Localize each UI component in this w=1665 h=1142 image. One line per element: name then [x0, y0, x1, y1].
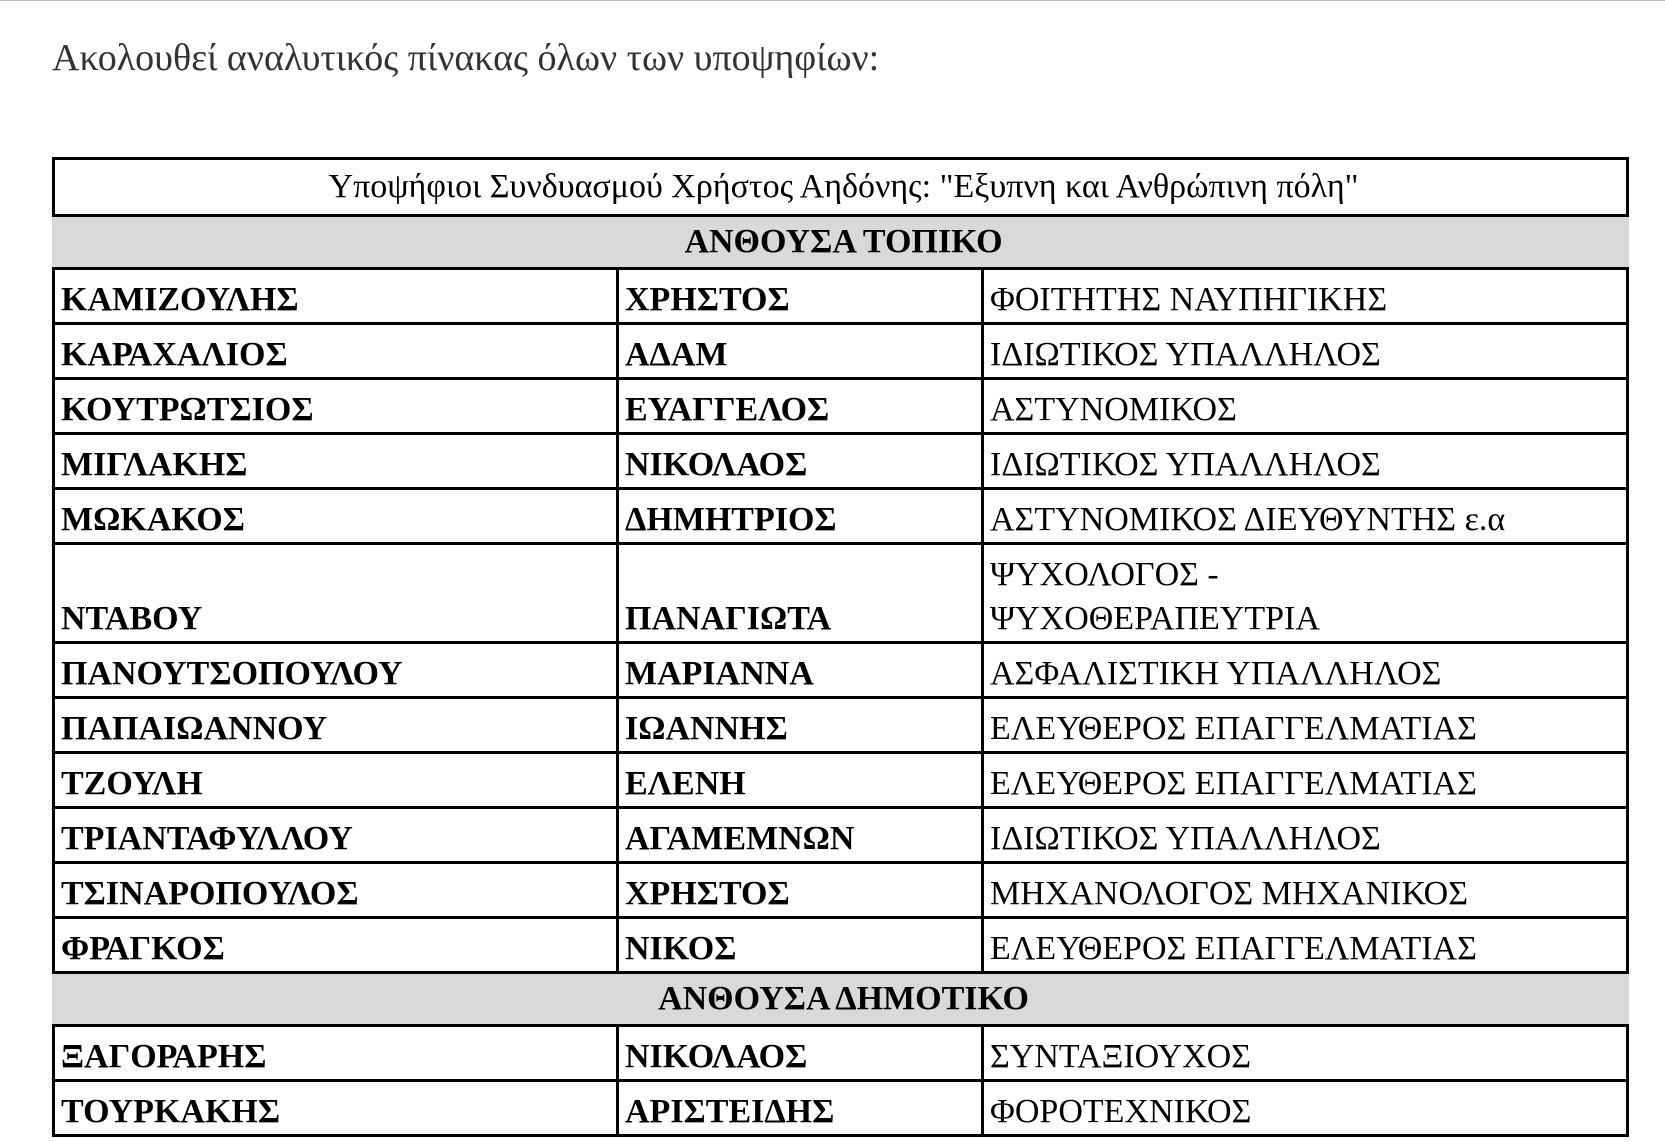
cell-first-name: ΝΙΚΟΛΑΟΣ — [618, 434, 983, 489]
cell-occupation: ΕΛΕΥΘΕΡΟΣ ΕΠΑΓΓΕΛΜΑΤΙΑΣ — [983, 698, 1628, 753]
cell-surname: ΤΡΙΑΝΤΑΦΥΛΛΟΥ — [54, 808, 618, 863]
intro-text: Ακολουθεί αναλυτικός πίνακας όλων των υποψηφίων: — [52, 37, 880, 79]
cell-occupation: ΙΔΙΩΤΙΚΟΣ ΥΠΑΛΛΗΛΟΣ — [983, 808, 1628, 863]
section-heading-municipal: ΑΝΘΟΥΣΑ ΔΗΜΟΤΙΚΟ — [54, 973, 1628, 1026]
candidates-table-container — [52, 157, 1626, 1137]
table-row — [54, 434, 1628, 489]
cell-first-name: ΔΗΜΗΤΡΙΟΣ — [618, 489, 983, 544]
cell-occupation: ΑΣΤΥΝΟΜΙΚΟΣ ΔΙΕΥΘΥΝΤΗΣ ε.α — [983, 489, 1628, 544]
cell-surname: ΚΑΜΙΖΟΥΛΗΣ — [54, 269, 618, 324]
page-top-rule — [0, 0, 1665, 1]
table-row — [54, 1026, 1628, 1081]
cell-occupation: ΨΥΧΟΛΟΓΟΣ - ΨΥΧΟΘΕΡΑΠΕΥΤΡΙΑ — [983, 544, 1628, 643]
table-row — [54, 643, 1628, 698]
cell-surname: ΠΑΠΑΙΩΑΝΝΟΥ — [54, 698, 618, 753]
cell-surname: ΠΑΝΟΥΤΣΟΠΟΥΛΟΥ — [54, 643, 618, 698]
cell-surname: ΞΑΓΟΡΑΡΗΣ — [54, 1026, 618, 1081]
cell-occupation: ΑΣΦΑΛΙΣΤΙΚΗ ΥΠΑΛΛΗΛΟΣ — [983, 643, 1628, 698]
cell-first-name: ΝΙΚΟΣ — [618, 918, 983, 973]
cell-surname: ΤΖΟΥΛΗ — [54, 753, 618, 808]
table-title: Υποψήφιοι Συνδυασμού Χρήστος Αηδόνης: "Εξυπνη και Ανθρώπινη πόλη" — [54, 159, 1628, 216]
cell-first-name: ΑΓΑΜΕΜΝΩΝ — [618, 808, 983, 863]
cell-surname: ΦΡΑΓΚΟΣ — [54, 918, 618, 973]
table-row — [54, 753, 1628, 808]
cell-occupation: ΦΟΙΤΗΤΗΣ ΝΑΥΠΗΓΙΚΗΣ — [983, 269, 1628, 324]
cell-first-name: ΙΩΑΝΝΗΣ — [618, 698, 983, 753]
cell-first-name: ΧΡΗΣΤΟΣ — [618, 863, 983, 918]
cell-occupation: ΙΔΙΩΤΙΚΟΣ ΥΠΑΛΛΗΛΟΣ — [983, 434, 1628, 489]
cell-surname: ΝΤΑΒΟΥ — [54, 544, 618, 643]
table-title-row — [54, 159, 1628, 216]
cell-first-name: ΑΔΑΜ — [618, 324, 983, 379]
table-row — [54, 269, 1628, 324]
cell-surname: ΚΑΡΑΧΑΛΙΟΣ — [54, 324, 618, 379]
cell-surname: ΤΣΙΝΑΡΟΠΟΥΛΟΣ — [54, 863, 618, 918]
cell-first-name: ΠΑΝΑΓΙΩΤΑ — [618, 544, 983, 643]
table-row — [54, 698, 1628, 753]
section-header-municipal — [54, 973, 1628, 1026]
cell-surname: ΤΟΥΡΚΑΚΗΣ — [54, 1081, 618, 1136]
cell-first-name: ΕΥΑΓΓΕΛΟΣ — [618, 379, 983, 434]
cell-surname: ΜΙΓΛΑΚΗΣ — [54, 434, 618, 489]
table-row — [54, 863, 1628, 918]
cell-occupation: ΣΥΝΤΑΞΙΟΥΧΟΣ — [983, 1026, 1628, 1081]
cell-occupation: ΕΛΕΥΘΕΡΟΣ ΕΠΑΓΓΕΛΜΑΤΙΑΣ — [983, 918, 1628, 973]
table-row — [54, 918, 1628, 973]
table-row — [54, 489, 1628, 544]
cell-surname: ΜΩΚΑΚΟΣ — [54, 489, 618, 544]
cell-occupation: ΜΗΧΑΝΟΛΟΓΟΣ ΜΗΧΑΝΙΚΟΣ — [983, 863, 1628, 918]
section-header-local — [54, 216, 1628, 269]
table-row — [54, 1081, 1628, 1136]
cell-first-name: ΝΙΚΟΛΑΟΣ — [618, 1026, 983, 1081]
table-row — [54, 324, 1628, 379]
table-row — [54, 379, 1628, 434]
candidates-table — [52, 157, 1629, 1137]
cell-first-name: ΑΡΙΣΤΕΙΔΗΣ — [618, 1081, 983, 1136]
table-row — [54, 808, 1628, 863]
cell-occupation: ΦΟΡΟΤΕΧΝΙΚΟΣ — [983, 1081, 1628, 1136]
section-heading-local: ΑΝΘΟΥΣΑ ΤΟΠΙΚΟ — [54, 216, 1628, 269]
cell-first-name: ΕΛΕΝΗ — [618, 753, 983, 808]
cell-surname: ΚΟΥΤΡΩΤΣΙΟΣ — [54, 379, 618, 434]
table-row — [54, 544, 1628, 643]
cell-first-name: ΧΡΗΣΤΟΣ — [618, 269, 983, 324]
candidates-table-body — [54, 159, 1628, 1136]
cell-occupation: ΑΣΤΥΝΟΜΙΚΟΣ — [983, 379, 1628, 434]
cell-first-name: ΜΑΡΙΑΝΝΑ — [618, 643, 983, 698]
cell-occupation: ΙΔΙΩΤΙΚΟΣ ΥΠΑΛΛΗΛΟΣ — [983, 324, 1628, 379]
cell-occupation: ΕΛΕΥΘΕΡΟΣ ΕΠΑΓΓΕΛΜΑΤΙΑΣ — [983, 753, 1628, 808]
